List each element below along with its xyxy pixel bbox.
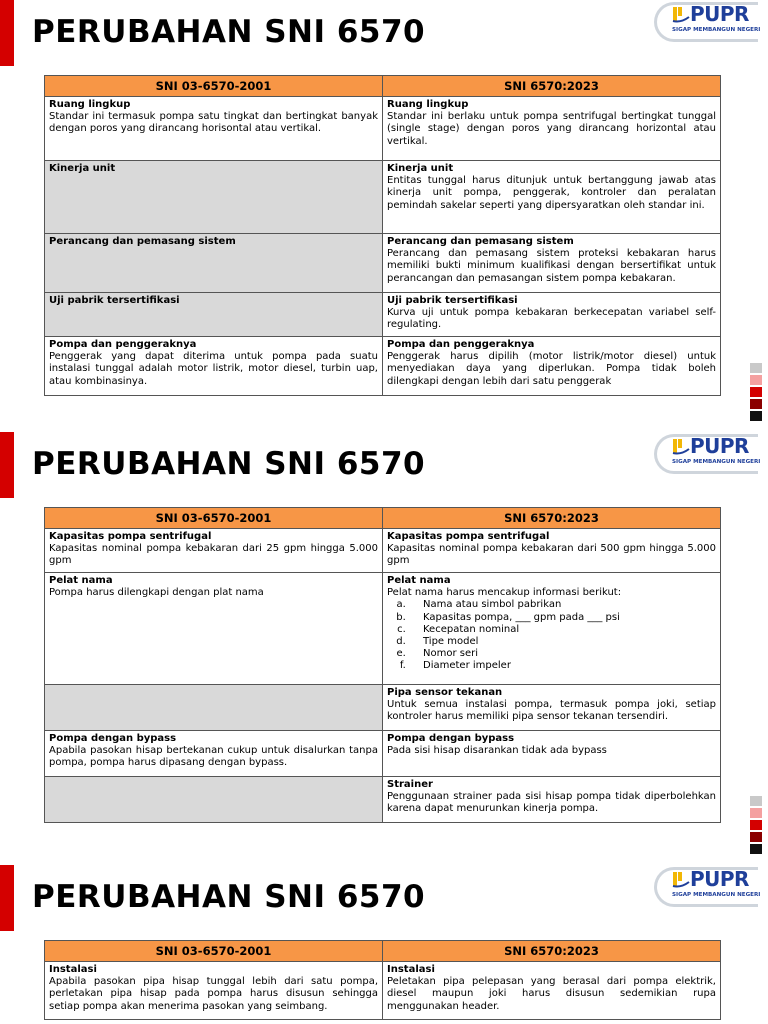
slide-2: [0, 432, 768, 858]
logo-tagline: SIGAP MEMBANGUN NEGERI: [672, 27, 761, 33]
new-cell: [383, 731, 721, 777]
table-row: [45, 529, 721, 573]
pupr-emblem-icon: [672, 437, 690, 455]
nameplate-info-list: [387, 599, 716, 672]
table-row: [45, 962, 721, 1020]
old-cell: [45, 293, 383, 337]
old-cell: [45, 97, 383, 161]
cell-heading: Kapasitas pompa sentrifugal: [387, 531, 550, 542]
cell-heading: Pompa dengan bypass: [387, 733, 515, 744]
header-old-standard: SNI 03-6570-2001: [45, 76, 383, 97]
new-cell: [383, 97, 721, 161]
cell-heading: Uji pabrik tersertifikasi: [49, 295, 180, 306]
cell-body: Peletakan pipa pelepasan yang berasal dari pompa elektrik, diesel maupun joki harus disusun sedemikian rupa menggunakan header.: [387, 976, 716, 1012]
logo-tagline: SIGAP MEMBANGUN NEGERI: [672, 459, 761, 465]
cell-heading: Pelat nama: [49, 575, 113, 586]
slide-title: PERUBAHAN SNI 6570: [32, 14, 426, 50]
logo-tagline: SIGAP MEMBANGUN NEGERI: [672, 892, 761, 898]
accent-bar: [0, 865, 14, 931]
slide-1: [0, 0, 768, 425]
table-header-row: [45, 76, 721, 97]
slide-title: PERUBAHAN SNI 6570: [32, 879, 426, 915]
old-cell: [45, 573, 383, 685]
comparison-table: [44, 507, 721, 823]
cell-body: Kurva uji untuk pompa kebakaran berkecepatan variabel self-regulating.: [387, 307, 716, 331]
cell-body: Penggerak harus dipilih (motor listrik/motor diesel) untuk menyediakan daya yang diperlukan. Pompa tidak boleh dilengkapi dengan lebih dari satu penggerak: [387, 351, 716, 387]
cell-heading: Instalasi: [387, 964, 435, 975]
accent-bar: [0, 0, 14, 66]
cell-body: Apabila pasokan pipa hisap tunggal lebih dari satu pompa, perletakan pipa hisap pada pompa harus disusun sehingga setiap pompa akan menerima pasokan yang seimbang.: [49, 976, 378, 1012]
table-row: [45, 161, 721, 234]
logo-brand: PUPR: [690, 434, 749, 458]
cell-body: Penggunaan strainer pada sisi hisap pompa tidak diperbolehkan karena dapat menurunkan kinerja pompa.: [387, 791, 716, 815]
table-row: [45, 234, 721, 293]
new-cell: [383, 962, 721, 1020]
new-cell: [383, 161, 721, 234]
header-old-standard: SNI 03-6570-2001: [45, 941, 383, 962]
pupr-emblem-icon: [672, 870, 690, 888]
cell-heading: Strainer: [387, 779, 433, 790]
new-cell: [383, 529, 721, 573]
decorative-color-strip: [750, 796, 762, 856]
list-item: b. Kapasitas pompa, ___ gpm pada ___ psi: [409, 612, 716, 624]
cell-body: Pelat nama harus mencakup informasi berikut:: [387, 587, 622, 599]
table-row: [45, 337, 721, 396]
old-cell: [45, 234, 383, 293]
cell-body: Pompa harus dilengkapi dengan plat nama: [49, 587, 264, 599]
cell-heading: Kinerja unit: [49, 163, 116, 174]
pupr-logo: [652, 2, 764, 42]
old-cell: [45, 685, 383, 731]
old-cell: [45, 962, 383, 1020]
decorative-color-strip: [750, 363, 762, 423]
cell-body: Perancang dan pemasang sistem proteksi kebakaran harus memiliki bukti minimum kualifikasi dengan bersertifikat untuk perancangan dan pemasangan sistem pompa kebakaran.: [387, 248, 716, 284]
table-row: [45, 97, 721, 161]
cell-body: Standar ini termasuk pompa satu tingkat dan bertingkat banyak dengan poros yang dirancang horisontal atau vertikal.: [49, 111, 378, 135]
table-header-row: [45, 941, 721, 962]
cell-heading: Pompa dan penggeraknya: [49, 339, 197, 350]
pupr-emblem-icon: [672, 5, 690, 23]
slide-3: [0, 865, 768, 1024]
header-new-standard: SNI 6570:2023: [383, 508, 721, 529]
cell-body: Pada sisi hisap disarankan tidak ada bypass: [387, 745, 607, 757]
new-cell: [383, 777, 721, 823]
list-item: d. Tipe model: [409, 636, 716, 648]
table-row: [45, 731, 721, 777]
old-cell: [45, 161, 383, 234]
slide-title: PERUBAHAN SNI 6570: [32, 446, 426, 482]
cell-body: Apabila pasokan hisap bertekanan cukup untuk disalurkan tanpa pompa, pompa harus dipasang dengan bypass.: [49, 745, 378, 769]
logo-brand: PUPR: [690, 867, 749, 891]
list-item: f. Diameter impeler: [409, 660, 716, 672]
old-cell: [45, 777, 383, 823]
cell-body: Penggerak yang dapat diterima untuk pompa pada suatu instalasi tunggal adalah motor listrik, motor diesel, turbin uap, atau kombinasinya.: [49, 351, 378, 387]
table-row: [45, 293, 721, 337]
cell-body: Standar ini berlaku untuk pompa sentrifugal bertingkat tunggal (single stage) dengan poros yang dirancang horizontal atau vertikal.: [387, 111, 716, 147]
cell-heading: Pelat nama: [387, 575, 451, 586]
cell-body: Kapasitas nominal pompa kebakaran dari 25 gpm hingga 5.000 gpm: [49, 543, 378, 567]
old-cell: [45, 731, 383, 777]
cell-heading: Kapasitas pompa sentrifugal: [49, 531, 212, 542]
cell-body: Entitas tunggal harus ditunjuk untuk bertanggung jawab atas kinerja unit pompa, penggerak, kontroler dan peralatan pemindah sakelar seperti yang dipersyaratkan oleh standar ini.: [387, 175, 716, 211]
cell-heading: Ruang lingkup: [49, 99, 131, 110]
list-item: c. Kecepatan nominal: [409, 624, 716, 636]
pupr-logo: [652, 434, 764, 474]
cell-heading: Perancang dan pemasang sistem: [387, 236, 574, 247]
header-new-standard: SNI 6570:2023: [383, 941, 721, 962]
cell-heading: Uji pabrik tersertifikasi: [387, 295, 518, 306]
comparison-table: [44, 940, 721, 1020]
cell-heading: Pompa dan penggeraknya: [387, 339, 535, 350]
new-cell: [383, 337, 721, 396]
cell-heading: Instalasi: [49, 964, 97, 975]
list-item: e. Nomor seri: [409, 648, 716, 660]
comparison-table: [44, 75, 721, 396]
new-cell: [383, 234, 721, 293]
cell-heading: Ruang lingkup: [387, 99, 469, 110]
accent-bar: [0, 432, 14, 498]
header-old-standard: SNI 03-6570-2001: [45, 508, 383, 529]
old-cell: [45, 529, 383, 573]
pupr-logo: [652, 867, 764, 907]
cell-heading: Pompa dengan bypass: [49, 733, 177, 744]
new-cell: [383, 293, 721, 337]
logo-brand: PUPR: [690, 2, 749, 26]
table-header-row: [45, 508, 721, 529]
new-cell: [383, 685, 721, 731]
table-row: [45, 777, 721, 823]
cell-body: Untuk semua instalasi pompa, termasuk pompa joki, setiap kontroler harus memiliki pipa sensor tekanan tersendiri.: [387, 699, 716, 723]
new-cell: [383, 573, 721, 685]
cell-heading: Perancang dan pemasang sistem: [49, 236, 236, 247]
cell-body: Kapasitas nominal pompa kebakaran dari 500 gpm hingga 5.000 gpm: [387, 543, 716, 567]
cell-heading: Kinerja unit: [387, 163, 454, 174]
list-item: a. Nama atau simbol pabrikan: [409, 599, 716, 611]
header-new-standard: SNI 6570:2023: [383, 76, 721, 97]
table-row: [45, 685, 721, 731]
old-cell: [45, 337, 383, 396]
cell-heading: Pipa sensor tekanan: [387, 687, 503, 698]
table-row: [45, 573, 721, 685]
